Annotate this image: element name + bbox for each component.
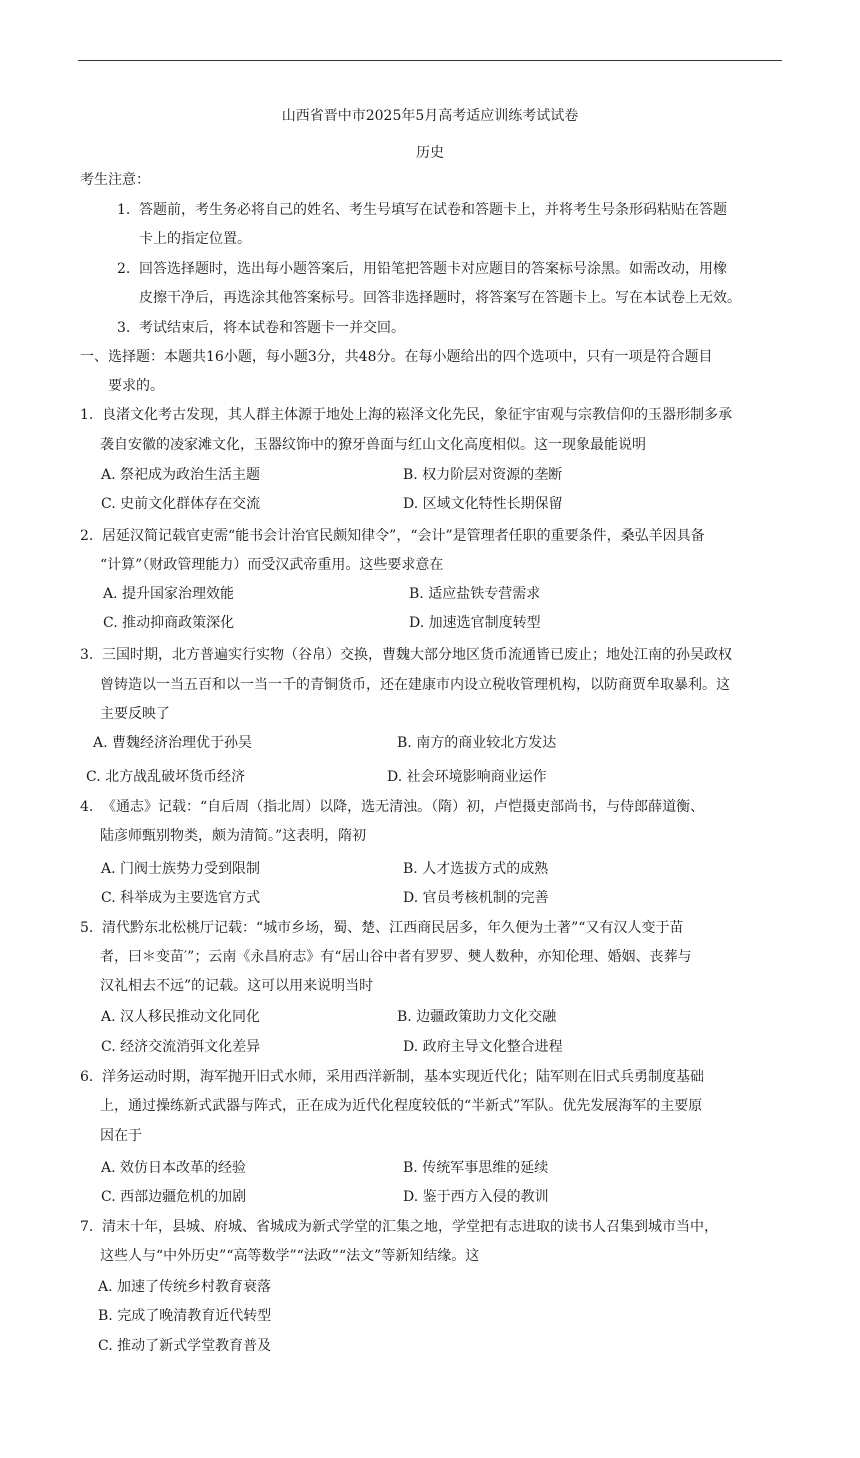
option-b[interactable]: B. 权力阶层对资源的垄断 [403,467,563,483]
notice-text: 卡上的指定位置。 [139,231,251,247]
option-a[interactable]: A. 门阀士族势力受到限制 [101,861,261,877]
notice-text: 考试结束后，将本试卷和答题卡一并交回。 [139,320,405,336]
option-d[interactable]: D. 区域文化特性长期保留 [403,496,563,512]
option-d[interactable]: D. 政府主导文化整合进程 [403,1039,563,1055]
question-text: 这些人与“中外历史”“高等数学”“法政”“法文”等新知结缘。这 [100,1248,480,1264]
question-text: 陆彦师甄别物类，颇为清简。”这表明，隋初 [100,828,367,844]
option-a[interactable]: A. 汉人移民推动文化同化 [101,1009,261,1025]
notice-text: 回答选择题时，选出每小题答案后，用铅笔把答题卡对应题目的答案标号涂黑。如需改动，用橡 [139,261,727,277]
option-d[interactable]: D. 社会环境影响商业运作 [387,769,547,785]
option-c[interactable]: C. 西部边疆危机的加剧 [101,1189,247,1205]
option-c[interactable]: C. 推动抑商政策深化 [103,615,235,631]
question-text: 清末十年，县城、府城、省城成为新式学堂的汇集之地，学堂把有志进取的读书人召集到城市当中， [102,1219,718,1235]
section-heading: 要求的。 [108,378,164,394]
header-rule [78,60,782,61]
notice-number: 2. [117,261,131,277]
question-text: 者，曰＊变苗′”；云南《永昌府志》有“居山谷中者有罗罗、僰人数种，亦知伦理、婚姻、丧葬与 [100,949,692,965]
question-text: “计算”（财政管理能力）而受汉武帝重用。这些要求意在 [100,557,444,573]
question-text: 良渚文化考古发现，其人群主体源于地处上海的崧泽文化先民，象征宇宙观与宗教信仰的玉器形制多承 [102,407,732,423]
option-d[interactable]: D. 鉴于西方入侵的教训 [403,1189,549,1205]
option-a[interactable]: A. 提升国家治理效能 [103,586,235,602]
option-a[interactable]: A. 效仿日本改革的经验 [101,1160,247,1176]
question-text: 三国时期，北方普遍实行实物（谷帛）交换，曹魏大部分地区货币流通皆已废止；地处江南的孙吴政权 [102,647,732,663]
question-text: 主要反映了 [100,706,170,722]
question-text: 因在于 [100,1128,142,1144]
question-number: 3. [80,647,94,663]
question-number: 6. [80,1069,94,1085]
question-number: 5. [80,920,94,936]
question-number: 4. [80,799,94,815]
question-text: 《通志》记载：“自后周（指北周）以降，选无清浊。（隋）初，卢恺摄吏部尚书，与侍郎薛道衡、 [102,799,705,815]
option-c[interactable]: C. 史前文化群体存在交流 [101,496,261,512]
question-text: 曾铸造以一当五百和以一当一千的青铜货币，还在建康市内设立税收管理机构，以防商贾牟取暴利。这 [100,677,730,693]
notice-text: 皮擦干净后，再选涂其他答案标号。回答非选择题时，将答案写在答题卡上。写在本试卷上无效。 [139,290,741,306]
question-number: 7. [80,1219,94,1235]
notice-text: 答题前，考生务必将自己的姓名、考生号填写在试卷和答题卡上，并将考生号条形码粘贴在答题 [139,202,727,218]
question-text: 上，通过操练新式武器与阵式，正在成为近代化程度较低的“半新式”军队。优先发展海军的主要原 [100,1098,703,1114]
question-text: 清代黔东北松桃厅记载：“城市乡场，蜀、楚、江西商民居多，年久便为土著”“又有汉人变于苗 [102,920,684,936]
option-b[interactable]: B. 完成了晚清教育近代转型 [98,1308,272,1324]
option-d[interactable]: D. 官员考核机制的完善 [403,890,549,906]
option-d[interactable]: D. 加速选官制度转型 [409,615,541,631]
question-text: 袭自安徽的凌家滩文化，玉器纹饰中的獠牙兽面与红山文化高度相似。这一现象最能说明 [100,437,646,453]
option-b[interactable]: B. 人才选拔方式的成熟 [403,861,549,877]
option-b[interactable]: B. 传统军事思维的延续 [403,1160,549,1176]
option-c[interactable]: C. 推动了新式学堂教育普及 [98,1338,272,1354]
option-b[interactable]: B. 边疆政策助力文化交融 [397,1009,557,1025]
question-text: 居延汉简记载官吏需“能书会计治官民颇知律令”，“会计”是管理者任职的重要条件，桑弘羊因具备 [102,528,705,544]
notice-heading: 考生注意： [80,172,150,188]
exam-title: 山西省晋中市2025年5月高考适应训练考试试卷 [281,108,579,124]
option-b[interactable]: B. 适应盐铁专营需求 [409,586,541,602]
question-number: 2. [80,528,94,544]
option-b[interactable]: B. 南方的商业较北方发达 [397,735,557,751]
option-c[interactable]: C. 北方战乱破坏货币经济 [86,769,246,785]
option-a[interactable]: A. 加速了传统乡村教育衰落 [98,1279,272,1295]
subject-title: 历史 [416,145,444,161]
notice-number: 1. [117,202,131,218]
option-c[interactable]: C. 经济交流消弭文化差异 [101,1039,261,1055]
question-number: 1. [80,407,94,423]
option-a[interactable]: A. 曹魏经济治理优于孙吴 [93,735,253,751]
option-a[interactable]: A. 祭祀成为政治生活主题 [101,467,261,483]
section-heading: 一、选择题：本题共16小题，每小题3分，共48分。在每小题给出的四个选项中，只有一项是符合题目 [80,349,713,365]
notice-number: 3. [117,320,131,336]
question-text: 洋务运动时期，海军抛开旧式水师，采用西洋新制，基本实现近代化；陆军则在旧式兵勇制度基础 [102,1069,704,1085]
option-c[interactable]: C. 科举成为主要选官方式 [101,890,261,906]
question-text: 汉礼相去不远”的记载。这可以用来说明当时 [100,978,374,994]
